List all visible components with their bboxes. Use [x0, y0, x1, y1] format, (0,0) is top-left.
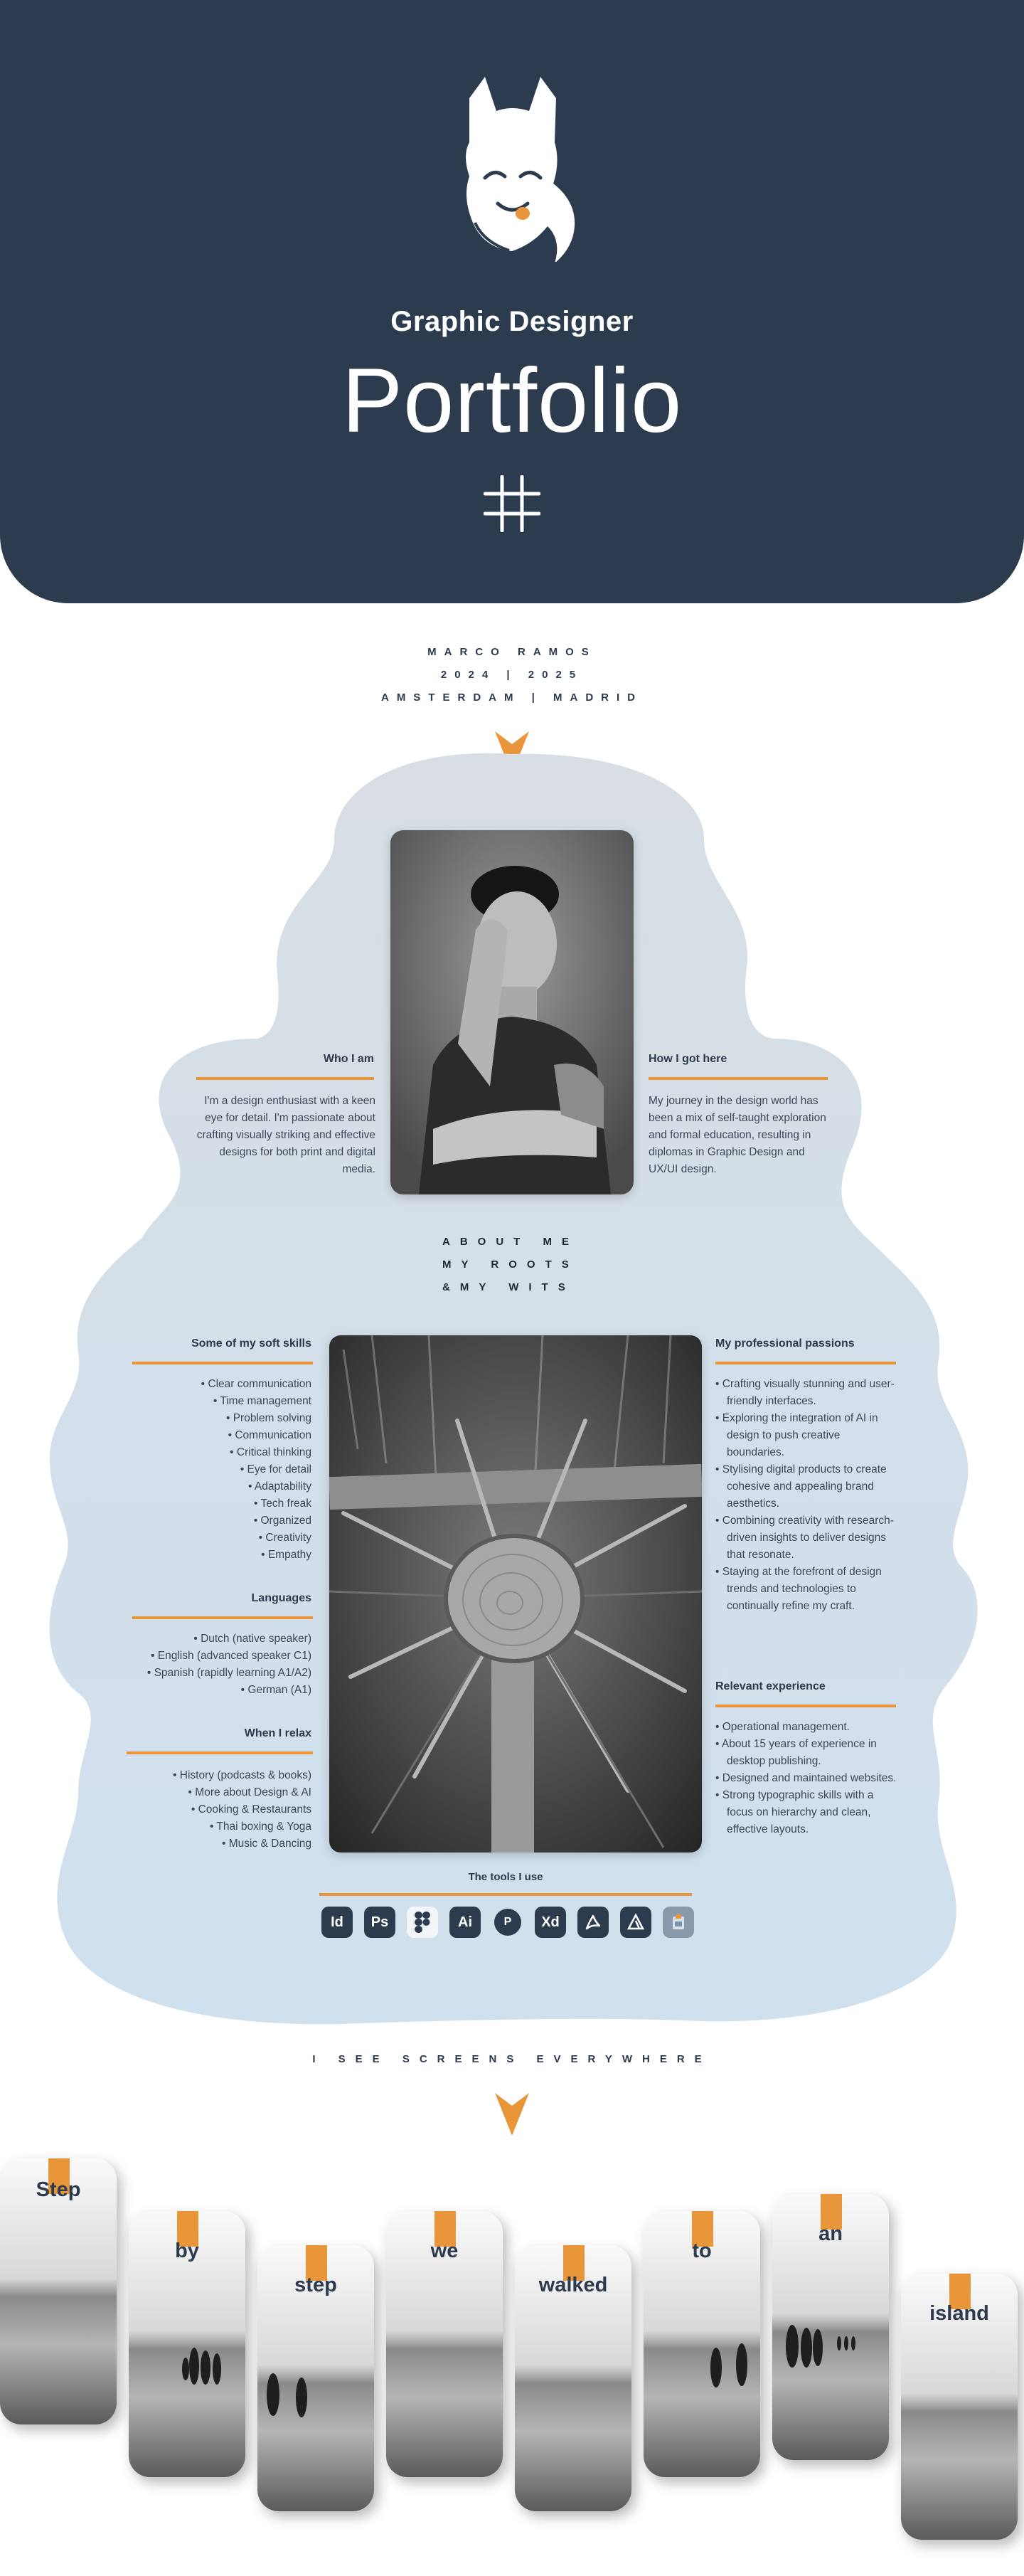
screen-card-7 — [772, 2194, 889, 2460]
list-item: • Music & Dancing — [221, 1838, 311, 1850]
list-item: • Combining creativity with research-driven insights to deliver designs that resonate. — [715, 1515, 894, 1561]
list-item: • Thai boxing & Yoga — [209, 1820, 311, 1833]
forest-photo — [329, 1335, 702, 1853]
my-roots-line: MY ROOTS — [442, 1258, 579, 1271]
soft-skills-rule — [132, 1362, 313, 1364]
card-word: we — [430, 2240, 459, 2262]
passions-title: My professional passions — [715, 1337, 855, 1350]
passions-list — [715, 1376, 895, 1615]
list-item: • English (advanced speaker C1) — [151, 1650, 311, 1662]
list-item: • Staying at the forefront of design trends and technologies to continually refine my craft. — [715, 1566, 882, 1612]
list-item: • More about Design & AI — [188, 1786, 311, 1798]
screen-card-4 — [386, 2211, 503, 2477]
xd-icon: Xd — [535, 1907, 566, 1938]
list-item: • Empathy — [261, 1549, 311, 1561]
list-item: • Exploring the integration of AI in design to push creative boundaries. — [715, 1412, 878, 1458]
who-i-am-text: I'm a design enthusiast with a keen eye for detail. I'm passionate about crafting visually striking and effective designs for both print and digital media. — [196, 1095, 375, 1175]
who-i-am-title: Who I am — [323, 1053, 374, 1065]
soft-skills-title: Some of my soft skills — [191, 1337, 311, 1350]
list-item: • Creativity — [258, 1532, 311, 1544]
experience-rule — [715, 1705, 896, 1707]
list-item: • Clear communication — [201, 1378, 311, 1390]
how-i-got-here-text: My journey in the design world has been a mix of self-taught exploration and formal education, resulting in diplomas in Graphic Design and UX/UI design. — [649, 1095, 826, 1175]
author-name: MARCO RAMOS — [427, 646, 597, 658]
soft-skills-list — [132, 1376, 311, 1564]
tools-row — [319, 1907, 703, 1938]
hero-title: Portfolio — [341, 350, 683, 452]
screen-card-8 — [901, 2274, 1018, 2540]
tools-rule — [319, 1893, 692, 1896]
list-item: • Spanish (rapidly learning A1/A2) — [146, 1667, 311, 1679]
acrobat-icon — [577, 1907, 609, 1938]
card-word: step — [294, 2274, 337, 2296]
list-item: • Cooking & Restaurants — [191, 1803, 311, 1816]
experience-list — [715, 1719, 897, 1838]
list-item: • Stylising digital products to create cohesive and appealing brand aesthetics. — [715, 1463, 887, 1510]
screen-card-2 — [129, 2211, 245, 2477]
portrait-photo — [390, 830, 634, 1194]
how-i-got-here-title: How I got here — [649, 1053, 727, 1065]
who-i-am-rule — [196, 1077, 374, 1080]
list-item: • Problem solving — [225, 1412, 311, 1424]
list-item: • Critical thinking — [230, 1446, 311, 1458]
screen-card-1 — [0, 2158, 117, 2424]
relax-title: When I relax — [244, 1727, 311, 1739]
card-word: walked — [538, 2274, 608, 2296]
about-me-heading — [442, 1231, 627, 1299]
passions-rule — [715, 1362, 896, 1364]
arrow-down-icon — [491, 2089, 533, 2138]
affinity-icon — [620, 1907, 651, 1938]
screen-card-5 — [515, 2245, 631, 2511]
card-word: island — [929, 2302, 989, 2325]
screen-card-3 — [257, 2245, 374, 2511]
screens-heading: I SEE SCREENS EVERYWHERE — [312, 2053, 712, 2065]
photoshop-icon: Ps — [364, 1907, 395, 1938]
how-i-got-here-rule — [649, 1077, 828, 1080]
languages-title: Languages — [251, 1592, 311, 1604]
tools-title: The tools I use — [468, 1871, 543, 1883]
list-item: • History (podcasts & books) — [173, 1769, 311, 1781]
relax-list — [127, 1767, 311, 1853]
cities: AMSTERDAM | MADRID — [380, 691, 644, 704]
figma-icon — [407, 1907, 438, 1938]
list-item: • Eye for detail — [240, 1463, 311, 1475]
hash-icon — [484, 475, 540, 532]
my-wits-line: &MY WITS — [442, 1281, 575, 1293]
list-item: • German (A1) — [240, 1684, 311, 1696]
list-item: • Time management — [213, 1395, 311, 1407]
publisher-icon: P — [492, 1907, 523, 1938]
about-me-line: ABOUT ME — [442, 1236, 579, 1248]
card-word: an — [818, 2222, 843, 2245]
list-item: • Dutch (native speaker) — [193, 1633, 311, 1645]
fox-logo-icon — [441, 77, 583, 262]
list-item: • Designed and maintained websites. — [715, 1772, 897, 1784]
illustrator-icon: Ai — [449, 1907, 481, 1938]
list-item: • Tech freak — [254, 1498, 311, 1510]
languages-rule — [132, 1616, 313, 1619]
list-item: • Organized — [253, 1515, 311, 1527]
experience-title: Relevant experience — [715, 1680, 826, 1692]
indesign-icon: Id — [321, 1907, 353, 1938]
card-word: by — [175, 2240, 199, 2262]
relax-rule — [127, 1751, 313, 1754]
languages-list — [107, 1631, 311, 1699]
screen-card-6 — [644, 2211, 760, 2477]
list-item: • Communication — [228, 1429, 311, 1441]
hero-subtitle: Graphic Designer — [390, 306, 634, 337]
list-item: • Crafting visually stunning and user-friendly interfaces. — [715, 1378, 895, 1407]
card-word: Step — [36, 2178, 81, 2201]
years: 2024 | 2025 — [440, 669, 584, 681]
preview-icon — [663, 1907, 694, 1938]
list-item: • About 15 years of experience in desktop publishing. — [715, 1738, 877, 1767]
card-word: to — [692, 2240, 712, 2262]
hero-header — [0, 0, 1024, 603]
list-item: • Adaptability — [247, 1480, 311, 1493]
list-item: • Operational management. — [715, 1721, 850, 1733]
list-item: • Strong typographic skills with a focus on hierarchy and clean, effective layouts. — [715, 1789, 874, 1835]
